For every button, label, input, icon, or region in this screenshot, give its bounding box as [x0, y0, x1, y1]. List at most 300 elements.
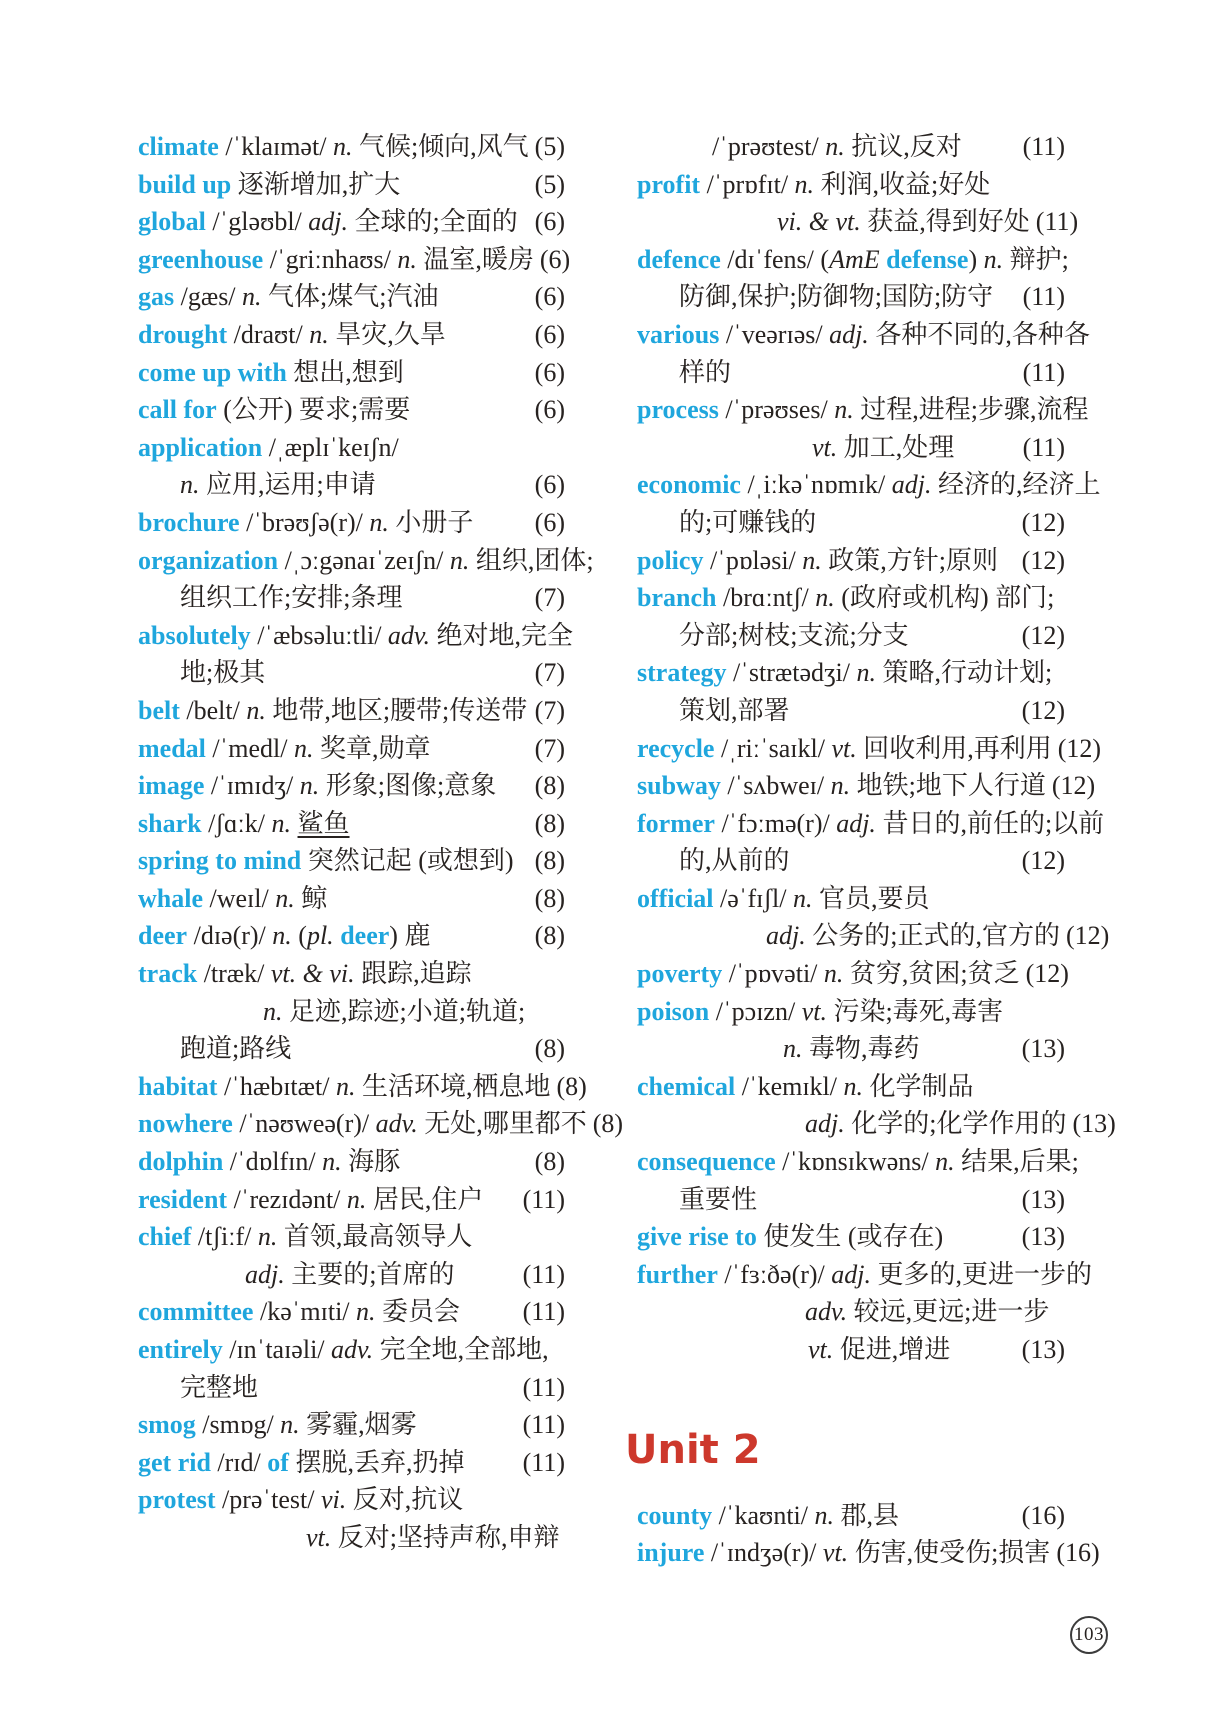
entry-page-ref: (11) — [522, 1259, 565, 1289]
entry-phonetic: /draʊt/ — [233, 319, 310, 349]
entry-definition: 摆脱,丢弃,扔掉 — [288, 1447, 465, 1477]
entry-definition: 策划,部署 — [679, 695, 790, 725]
vocab-line-content — [138, 579, 402, 617]
vocab-line — [637, 391, 1089, 429]
vocab-line — [138, 542, 594, 580]
vocab-line — [637, 617, 1065, 655]
vocab-line-content — [138, 1256, 454, 1294]
entry-definition: 鲸 — [294, 883, 328, 913]
entry-page-ref: (5) — [534, 169, 565, 199]
entry-word: consequence — [637, 1147, 776, 1177]
vocab-line-content — [637, 730, 1052, 768]
vocab-line-content — [637, 1218, 943, 1256]
vocab-line-content — [637, 1030, 920, 1068]
entry-definition: 防御,保护;防御物;国防;防守 — [679, 282, 994, 312]
vocab-line-content — [138, 1181, 483, 1219]
vocab-line — [637, 241, 1069, 279]
entry-pos: n. — [830, 771, 851, 801]
entry-phonetic: /gæs/ — [180, 282, 243, 312]
entry-phonetic: /ˈgriːnhaʊs/ — [269, 244, 398, 274]
vocab-line — [637, 1293, 1065, 1331]
entry-pos: pl. — [306, 921, 334, 951]
vocab-line-content — [138, 917, 430, 955]
entry-phonetic: /ˈmedl/ — [212, 733, 294, 763]
vocab-line — [637, 542, 1065, 580]
entry-page-ref: (11) — [1022, 282, 1065, 312]
vocab-line-content — [138, 955, 472, 993]
entry-page-ref: (12) — [1025, 959, 1069, 989]
entry-definition: 更多的,更进一步的 — [871, 1259, 1093, 1289]
entry-definition: 昔日的,前任的;以前 — [875, 808, 1105, 838]
entry-word: county — [637, 1500, 713, 1530]
entry-definition: 反对;坚持声称,申辩 — [331, 1522, 560, 1552]
entry-phonetic: /kəˈmɪti/ — [259, 1297, 357, 1327]
entry-pos: n. — [257, 1222, 278, 1252]
entry-phonetic: /əˈfɪʃl/ — [720, 883, 793, 913]
entry-page-ref: (8) — [556, 1071, 587, 1101]
vocab-line — [637, 955, 1069, 993]
vocab-line — [637, 730, 1102, 768]
vocab-line — [138, 579, 565, 617]
vocab-line-content — [637, 955, 1020, 993]
vocab-line-content — [138, 391, 410, 429]
entry-phonetic: /ˈbrəʊʃə(r)/ — [246, 507, 370, 537]
vocab-line-content — [637, 1143, 1079, 1181]
vocab-line-content — [637, 1331, 950, 1369]
entry-definition: ) 鹿 — [389, 921, 431, 951]
entry-definition: 应用,运用;申请 — [199, 470, 376, 500]
entry-page-ref: (8) — [534, 1034, 565, 1064]
vocab-line — [637, 466, 1101, 504]
entry-pos: adj. — [836, 808, 876, 838]
entry-word: recycle — [637, 733, 715, 763]
vocab-line-content — [637, 1181, 757, 1219]
entry-definition-underlined: 鲨鱼 — [297, 808, 350, 838]
entry-definition: 过程,进程;步骤,流程 — [853, 395, 1089, 425]
entry-word: whale — [138, 883, 203, 913]
entry-word: climate — [138, 132, 219, 161]
vocab-line-content — [138, 429, 399, 467]
entry-page-ref: (7) — [534, 695, 565, 725]
entry-definition: 较远,更远;进一步 — [847, 1297, 1050, 1327]
entry-definition: 生活环境,栖息地 — [355, 1071, 551, 1101]
entry-page-ref: (7) — [534, 583, 565, 613]
entry-pos: n. — [397, 244, 417, 274]
entry-definition: 样的 — [679, 357, 732, 387]
entry-phonetic: /ˈæbsəluːtli/ — [257, 620, 388, 650]
entry-word: organization — [138, 545, 279, 575]
entry-page-ref: (12) — [1021, 545, 1065, 575]
entry-page-ref: (6) — [539, 244, 571, 274]
entry-page-ref: (11) — [522, 1447, 565, 1477]
entry-phonetic: /ˈfɜːðə(r)/ — [724, 1259, 832, 1289]
entry-definition: ( — [820, 244, 830, 274]
entry-pos: n. — [794, 169, 815, 199]
vocab-line — [637, 767, 1096, 805]
vocab-line-content — [138, 767, 496, 805]
entry-word: come up with — [138, 357, 287, 387]
entry-definition: 的,从前的 — [679, 846, 790, 876]
entry-pos: adj. — [308, 207, 349, 237]
entry-phonetic: /ˈstrætədʒi/ — [733, 658, 857, 688]
vocab-line-content — [138, 241, 534, 279]
entry-definition: 气体;煤气;汽油 — [261, 282, 439, 312]
entry-pos: n. — [346, 1184, 367, 1214]
entry-word: defense — [886, 244, 969, 274]
vocab-line — [138, 128, 565, 166]
vocab-line — [138, 993, 565, 1031]
vocab-line — [138, 767, 565, 805]
vocab-line — [138, 917, 565, 955]
vocab-line — [637, 692, 1065, 730]
entry-word: various — [637, 319, 720, 349]
entry-pos: n. — [815, 583, 835, 613]
entry-definition: 小册子 — [388, 507, 474, 537]
entry-definition: (公开) 要求;需要 — [216, 395, 411, 425]
vocab-line-content — [637, 805, 1104, 843]
vocab-line — [138, 805, 565, 843]
entry-definition: 加工,处理 — [837, 432, 955, 462]
entry-definition: 利润,收益;好处 — [814, 169, 991, 199]
vocab-line — [637, 1068, 1065, 1106]
page-number-badge — [1070, 1616, 1108, 1654]
vocab-line — [637, 1143, 1079, 1181]
entry-definition: 想出,想到 — [286, 357, 404, 387]
vocab-line — [138, 730, 565, 768]
vocab-line — [637, 842, 1065, 880]
entry-pos: n. — [335, 1071, 356, 1101]
entry-page-ref: (6) — [534, 282, 565, 312]
entry-page-ref: (6) — [534, 507, 565, 537]
vocab-line-content — [138, 1406, 417, 1444]
vocab-line-content — [637, 391, 1088, 429]
entry-definition: 郡,县 — [834, 1500, 900, 1530]
vocab-line — [138, 1481, 565, 1519]
entry-phonetic: /ˈrezɪdənt/ — [233, 1184, 347, 1214]
entry-word: belt — [138, 695, 180, 725]
entry-phonetic: /ˈnəʊweə(r)/ — [239, 1109, 376, 1139]
entry-definition: 促进,增进 — [833, 1335, 951, 1364]
vocab-line-content — [637, 278, 993, 316]
entry-phonetic: /prəˈtest/ — [222, 1485, 321, 1515]
entry-page-ref: (8) — [534, 921, 565, 951]
vocab-line — [138, 1369, 565, 1407]
entry-phonetic: /ˈkɒnsɪkwəns/ — [782, 1147, 936, 1177]
entry-phonetic: /dɪˈfens/ — [727, 244, 821, 274]
entry-page-ref: (11) — [1022, 357, 1065, 387]
entry-pos: vt. — [812, 432, 838, 462]
vocab-line — [637, 316, 1090, 354]
vocab-line-content — [138, 504, 473, 542]
entry-definition: 反对,抗议 — [346, 1485, 464, 1515]
entry-definition: 无处,哪里都不 — [417, 1109, 587, 1139]
entry-definition: 足迹,踪迹;小道;轨道; — [282, 996, 526, 1026]
entry-word: smog — [138, 1410, 196, 1440]
entry-word: deer — [138, 921, 188, 951]
entry-phonetic: /ˈpɒvəti/ — [728, 959, 824, 989]
vocab-line-content — [138, 654, 265, 692]
vocab-line-content — [138, 1030, 291, 1068]
vocab-line-content — [637, 354, 731, 392]
entry-page-ref: (8) — [534, 771, 565, 801]
entry-pos: n. — [802, 545, 822, 575]
entry-phonetic: /ɪnˈtaɪəli/ — [229, 1335, 332, 1364]
vocab-line-content — [138, 1068, 550, 1106]
entry-word: subway — [637, 771, 721, 801]
vocab-line-content — [637, 917, 1060, 955]
vocab-line — [637, 354, 1065, 392]
entry-definition: 污染;毒死,毒害 — [826, 996, 1004, 1026]
entry-pos: n. — [280, 1410, 300, 1440]
vocab-line-content — [138, 1143, 400, 1181]
entry-page-ref: (12) — [1065, 921, 1110, 951]
entry-pos: adj. — [805, 1109, 845, 1139]
entry-pos: adv. — [805, 1297, 848, 1327]
entry-pos: vt. — [801, 996, 827, 1026]
vocab-line-content — [138, 1105, 587, 1143]
entry-phonetic: /ˈkaʊnti/ — [718, 1500, 815, 1530]
entry-definition: 跟踪,追踪 — [354, 959, 472, 989]
vocab-line-content — [637, 692, 790, 730]
entry-pos: adj. — [829, 319, 869, 349]
entry-definition: 地铁;地下人行道 — [850, 771, 1046, 801]
vocab-line-content — [138, 128, 529, 166]
entry-phonetic: /ˈsʌbweɪ/ — [727, 771, 831, 801]
entry-page-ref: (7) — [534, 658, 565, 688]
entry-page-ref: (8) — [534, 1147, 565, 1177]
entry-page-ref: (8) — [534, 846, 565, 876]
entry-definition: 辩护; — [1003, 244, 1069, 274]
entry-page-ref: (6) — [534, 395, 565, 425]
vocab-line-content — [637, 1293, 1049, 1331]
glossary-column-left — [138, 128, 624, 1557]
entry-definition: 温室,暖房 — [416, 244, 534, 274]
entry-word: gas — [138, 282, 175, 312]
vocab-line-content — [637, 542, 998, 580]
entry-page-ref: (6) — [534, 319, 565, 349]
entry-page-ref: (11) — [522, 1184, 565, 1214]
entry-phonetic: /ˈɪmɪdʒ/ — [210, 771, 300, 801]
entry-page-ref: (11) — [1035, 207, 1079, 237]
entry-phonetic: /ˌiːkəˈnɒmɪk/ — [747, 470, 892, 500]
entry-pos: adv. — [375, 1109, 418, 1139]
vocab-line — [637, 1030, 1065, 1068]
entry-definition: 使发生 (或存在) — [756, 1222, 944, 1252]
entry-pos: n. — [856, 658, 876, 688]
entry-word: application — [138, 432, 263, 462]
vocab-line-content — [637, 767, 1046, 805]
vocab-line-content — [138, 1293, 460, 1331]
vocab-line — [138, 203, 565, 241]
entry-page-ref: (11) — [522, 1372, 565, 1402]
entry-pos: n. — [843, 1071, 864, 1101]
entry-page-ref: (12) — [1057, 733, 1102, 763]
entry-pos: n. — [271, 808, 292, 838]
entry-definition: 贫穷,贫困;贫乏 — [843, 959, 1020, 989]
entry-page-ref: (7) — [534, 733, 565, 763]
entry-pos: n. — [272, 921, 292, 951]
entry-word: call for — [138, 395, 217, 425]
entry-word: former — [637, 808, 715, 838]
entry-page-ref: (12) — [1051, 771, 1096, 801]
entry-definition: 伤害,使受伤;损害 — [848, 1538, 1051, 1568]
entry-phonetic: /ˈveərɪəs/ — [725, 319, 830, 349]
entry-pos: n. — [825, 132, 845, 161]
entry-pos: n. — [293, 733, 314, 763]
entry-word: protest — [138, 1485, 216, 1515]
vocab-line — [138, 1331, 565, 1369]
entry-pos: n. — [783, 1034, 803, 1064]
entry-definition: 策略,行动计划; — [876, 658, 1053, 688]
entry-pos: n. — [834, 395, 854, 425]
entry-definition: 全球的;全面的 — [348, 207, 518, 237]
entry-word: shark — [138, 808, 202, 838]
entry-phonetic: /ˈɪndʒə(r)/ — [710, 1538, 823, 1568]
vocab-line — [637, 504, 1065, 542]
vocab-line — [138, 654, 565, 692]
entry-page-ref: (12) — [1021, 620, 1065, 650]
entry-definition: 地;极其 — [180, 658, 266, 688]
entry-pos: n. — [246, 695, 266, 725]
glossary-right-bottom — [637, 1497, 1100, 1572]
entry-definition: 结果,后果; — [954, 1147, 1079, 1177]
vocab-line — [637, 654, 1065, 692]
entry-word: habitat — [138, 1071, 218, 1101]
vocab-line-content — [138, 542, 594, 580]
entry-page-ref: (12) — [1021, 507, 1065, 537]
vocab-line — [138, 1068, 587, 1106]
vocab-line — [637, 1497, 1065, 1535]
entry-page-ref: (8) — [534, 808, 565, 838]
entry-phonetic: /ˈpɒləsi/ — [709, 545, 803, 575]
entry-pos: n. — [309, 319, 329, 349]
entry-pos: vt. — [306, 1522, 332, 1552]
vocab-line-content — [637, 1068, 974, 1106]
vocab-line — [138, 1406, 565, 1444]
entry-word: committee — [138, 1297, 254, 1327]
vocab-line — [138, 466, 565, 504]
entry-definition: 经济的,经济上 — [931, 470, 1101, 500]
entry-page-ref: (5) — [534, 132, 565, 161]
entry-page-ref: (11) — [522, 1410, 565, 1440]
vocab-line — [637, 1181, 1065, 1219]
vocab-line — [138, 278, 565, 316]
entry-pos: adv. — [387, 620, 431, 650]
vocab-line — [138, 1143, 565, 1181]
entry-pos: n. — [263, 996, 283, 1026]
entry-phonetic: /ˌɔːgənaɪˈzeɪʃn/ — [284, 545, 450, 575]
entry-word: branch — [637, 583, 717, 613]
entry-definition: 跑道;路线 — [180, 1034, 292, 1064]
vocab-line-content — [637, 241, 1069, 279]
entry-definition: 地带,地区;腰带;传送带 — [265, 695, 528, 725]
entry-pos: n. — [275, 883, 295, 913]
vocab-line-content — [637, 1256, 1092, 1294]
entry-word: image — [138, 771, 205, 801]
entry-pos: vi. & vt. — [777, 207, 861, 237]
entry-phonetic: /dɪə(r)/ — [193, 921, 273, 951]
entry-page-ref: (13) — [1021, 1184, 1065, 1214]
entry-word: official — [637, 883, 714, 913]
entry-definition: 雾霾,烟雾 — [299, 1410, 417, 1440]
vocab-line-content — [637, 993, 1003, 1031]
entry-definition: 奖章,勋章 — [313, 733, 431, 763]
vocab-line — [637, 203, 1079, 241]
entry-phonetic: /tʃiːf/ — [197, 1222, 258, 1252]
entry-pos: n. — [299, 771, 320, 801]
vocab-line-content — [138, 1481, 463, 1519]
vocab-line-content — [637, 429, 954, 467]
vocab-line-content — [637, 166, 990, 204]
entry-phonetic: /ˈprəʊses/ — [725, 395, 835, 425]
entry-pos: n. — [823, 959, 844, 989]
entry-definition: 各种不同的,各种各 — [868, 319, 1090, 349]
entry-definition: 回收利用,再利用 — [856, 733, 1052, 763]
entry-phonetic: /ˈpɔɪzn/ — [715, 996, 802, 1026]
vocab-line — [637, 1105, 1116, 1143]
vocab-line-content — [138, 1369, 258, 1407]
entry-pos: vt. & vi. — [270, 959, 355, 989]
entry-word: poison — [637, 996, 710, 1026]
entry-phonetic: /ʃɑːk/ — [208, 808, 272, 838]
entry-phonetic: /ˈdɒlfɪn/ — [229, 1147, 323, 1177]
vocab-line-content — [138, 880, 327, 918]
entry-phonetic: /rɪd/ — [217, 1447, 268, 1477]
glossary-right-top — [637, 128, 1116, 1369]
entry-phonetic: /ˈgləʊbl/ — [212, 207, 309, 237]
entry-pos: vt. — [831, 733, 857, 763]
vocab-line-content — [138, 466, 376, 504]
entry-phonetic: /ˈkemɪkl/ — [741, 1071, 844, 1101]
entry-page-ref: (12) — [1021, 846, 1065, 876]
entry-word: build up — [138, 169, 232, 199]
vocab-line — [138, 166, 565, 204]
entry-definition: 形象;图像;意象 — [319, 771, 497, 801]
vocab-line — [637, 278, 1065, 316]
vocab-line-content — [637, 128, 962, 166]
entry-definition: 旱灾,久旱 — [328, 319, 446, 349]
vocab-line — [138, 1218, 565, 1256]
vocab-line-content — [637, 617, 909, 655]
entry-definition: 绝对地,完全 — [430, 620, 574, 650]
vocab-line — [138, 1256, 565, 1294]
vocab-line-content — [138, 730, 431, 768]
entry-phonetic: /ˈfɔːmə(r)/ — [721, 808, 837, 838]
vocab-line — [138, 1519, 565, 1557]
entry-pos: AmE — [829, 244, 880, 274]
vocab-line — [637, 1218, 1065, 1256]
entry-page-ref: (13) — [1072, 1109, 1116, 1139]
vocab-line — [138, 842, 565, 880]
vocab-line — [138, 241, 571, 279]
entry-definition: 分部;树枝;支流;分支 — [679, 620, 909, 650]
vocab-line-content — [637, 1497, 899, 1535]
vocab-line — [138, 1444, 565, 1482]
entry-pos: n. — [369, 507, 389, 537]
entry-definition: 海豚 — [341, 1147, 401, 1177]
entry-phonetic: /ˌriːˈsaɪkl/ — [720, 733, 832, 763]
entry-definition: 化学制品 — [863, 1071, 974, 1101]
vocab-line — [138, 880, 565, 918]
entry-phonetic: /brɑːntʃ/ — [722, 583, 816, 613]
entry-word: spring to mind — [138, 846, 302, 876]
entry-definition: 政策,方针;原则 — [821, 545, 998, 575]
entry-word: economic — [637, 470, 741, 500]
entry-page-ref: (6) — [534, 207, 565, 237]
entry-definition: 突然记起 (或想到) — [301, 846, 514, 876]
vocab-line — [138, 692, 565, 730]
entry-definition: 官员,要员 — [812, 883, 930, 913]
